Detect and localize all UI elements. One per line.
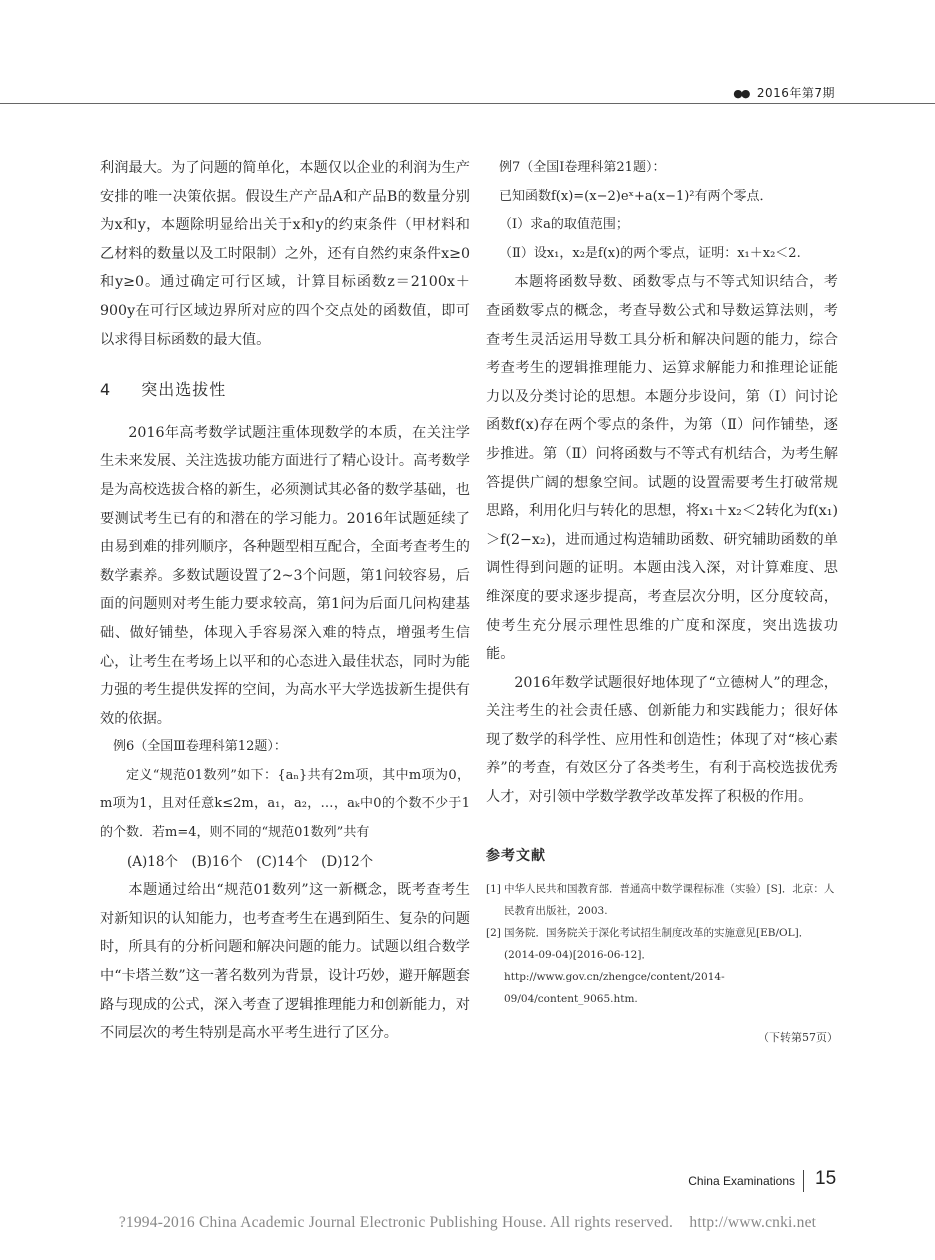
- example-6-title: 例6（全国Ⅲ卷理科第12题）：: [113, 739, 287, 755]
- dots-icon: ●●: [733, 87, 749, 100]
- copyright-watermark: ?1994-2016 China Academic Journal Electronic Publishing House. All rights reserved. http://www.cnki.net: [118, 1214, 817, 1231]
- reference-text: 国务院．国务院关于深化考试招生制度改革的实施意见[EB/OL]．(2014-09-04)[2016-06-12]．http://www.gov.cn/zhengce/content/2014-09/04/content_9065.htm.: [504, 927, 810, 1006]
- reference-item: [486, 922, 838, 1010]
- page-number: 15: [815, 1168, 837, 1189]
- section-heading: [100, 376, 470, 405]
- right-paragraph-2: 2016年数学试题很好地体现了“立德树人”的理念，关注考生的社会责任感、创新能力和实践能力；很好体现了数学的科学性、应用性和创造性；体现了对“核心素养”的考查，有效区分了各类考生，有利于高校选拔优秀人才，对引领中学数学教学改革发挥了积极的作用。: [486, 674, 838, 806]
- left-paragraph-1: 利润最大。为了问题的简单化，本题仅以企业的利润为生产安排的唯一决策依据。假设生产产品A和产品B的数量分别为x和y，本题除明显给出关于x和y的约束条件（甲材料和乙材料的数量以及工时限制）之外，还有自然约束条件x≥0和y≥0。通过确定可行区域，计算目标函数z＝2100x＋900y在可行区域边界所对应的四个交点处的函数值，即可以求得目标函数的最大值。: [100, 160, 470, 348]
- reference-number: [1]: [486, 883, 501, 896]
- right-paragraph-1: 本题将函数导数、函数零点与不等式知识结合，考查函数零点的概念，考查导数公式和导数运算法则，考查考生灵活运用导数工具分析和解决问题的能力，综合考查考生的逻辑推理能力、运算求解能力和推理论证能力以及分类讨论的思想。本题分步设问，第（Ⅰ）问讨论函数f(x)存在两个零点的条件，为第（Ⅱ）问作铺垫，逐步推进。第（Ⅱ）问将函数与不等式有机结合，为考生解答提供广阔的想象空间。试题的设置需要考生打破常规思路，利用化归与转化的思想，将x₁＋x₂＜2转化为f(x₁)＞f(2−x₂)，进而通过构造辅助函数、研究辅助函数的单调性得到问题的证明。本题由浅入深，对计算难度、思维深度的要求逐步提高，考查层次分明，区分度较高，使考生充分展示理性思维的广度和深度，突出选拔功能。: [486, 274, 838, 663]
- left-paragraph-3: 本题通过给出“规范01数列”这一新概念，既考查考生对新知识的认知能力，也考查考生在遇到陌生、复杂的问题时，所具有的分析问题和解决问题的能力。试题以组合数学中“卡塔兰数”这一著名数列为背景，设计巧妙，避开解题套路与现成的公式，深入考查了逻辑推理能力和创新能力，对不同层次的考生特别是高水平考生进行了区分。: [100, 882, 470, 1042]
- footer-divider: [803, 1170, 804, 1192]
- example-6-body: 定义“规范01数列”如下：{aₙ}共有2m项，其中m项为0，m项为1，且对任意k≤2m，a₁，a₂，…，aₖ中0的个数不少于1的个数．若m=4，则不同的“规范01数列”共有: [100, 767, 470, 841]
- example-7-line-2: （Ⅰ）求a的取值范围；: [499, 217, 629, 233]
- journal-name: China Examinations: [688, 1174, 795, 1188]
- left-paragraph-2: 2016年高考数学试题注重体现数学的本质，在关注学生未来发展、关注选拔功能方面进行了精心设计。高考数学是为高校选拔合格的新生，必须测试其必备的数学基础，也要测试考生已有的和潜在的学习能力。2016年试题延续了由易到难的排列顺序，各种题型相互配合，全面考查考生的数学素养。多数试题设置了2~3个问题，第1问较容易，后面的问题则对考生能力要求较高，第1问为后面几问构建基础、做好铺垫，体现入手容易深入难的特点，增强考生信心，让考生在考场上以平和的心态进入最佳状态，同时为能力强的考生提供发挥的空间，为高水平大学选拔新生提供有效的依据。: [100, 424, 470, 727]
- issue-text: 2016年第7期: [756, 86, 835, 100]
- right-column: [486, 154, 838, 1053]
- reference-number: [2]: [486, 927, 501, 940]
- header-rule: [0, 103, 935, 104]
- reference-text: 中华人民共和国教育部．普通高中数学课程标准（实验）[S]．北京：人民教育出版社，2003.: [504, 883, 835, 918]
- example-7-line-1: 已知函数f(x)=(x−2)eˣ+a(x−1)²有两个零点．: [499, 188, 773, 204]
- example-7-title: 例7（全国Ⅰ卷理科第21题）：: [499, 160, 666, 175]
- example-6-options: (A)18个 (B)16个 (C)14个 (D)12个: [127, 853, 374, 870]
- example-7-line-3: （Ⅱ）设x₁，x₂是f(x)的两个零点，证明：x₁＋x₂＜2.: [499, 245, 801, 261]
- section-number: 4: [100, 380, 112, 400]
- reference-item: [486, 878, 838, 922]
- references-heading: 参考文献: [486, 847, 546, 864]
- continued-note: （下转第57页）: [758, 1031, 838, 1045]
- section-title: 突出选拔性: [141, 380, 227, 400]
- issue-label: [733, 84, 835, 101]
- left-column: [100, 154, 470, 1048]
